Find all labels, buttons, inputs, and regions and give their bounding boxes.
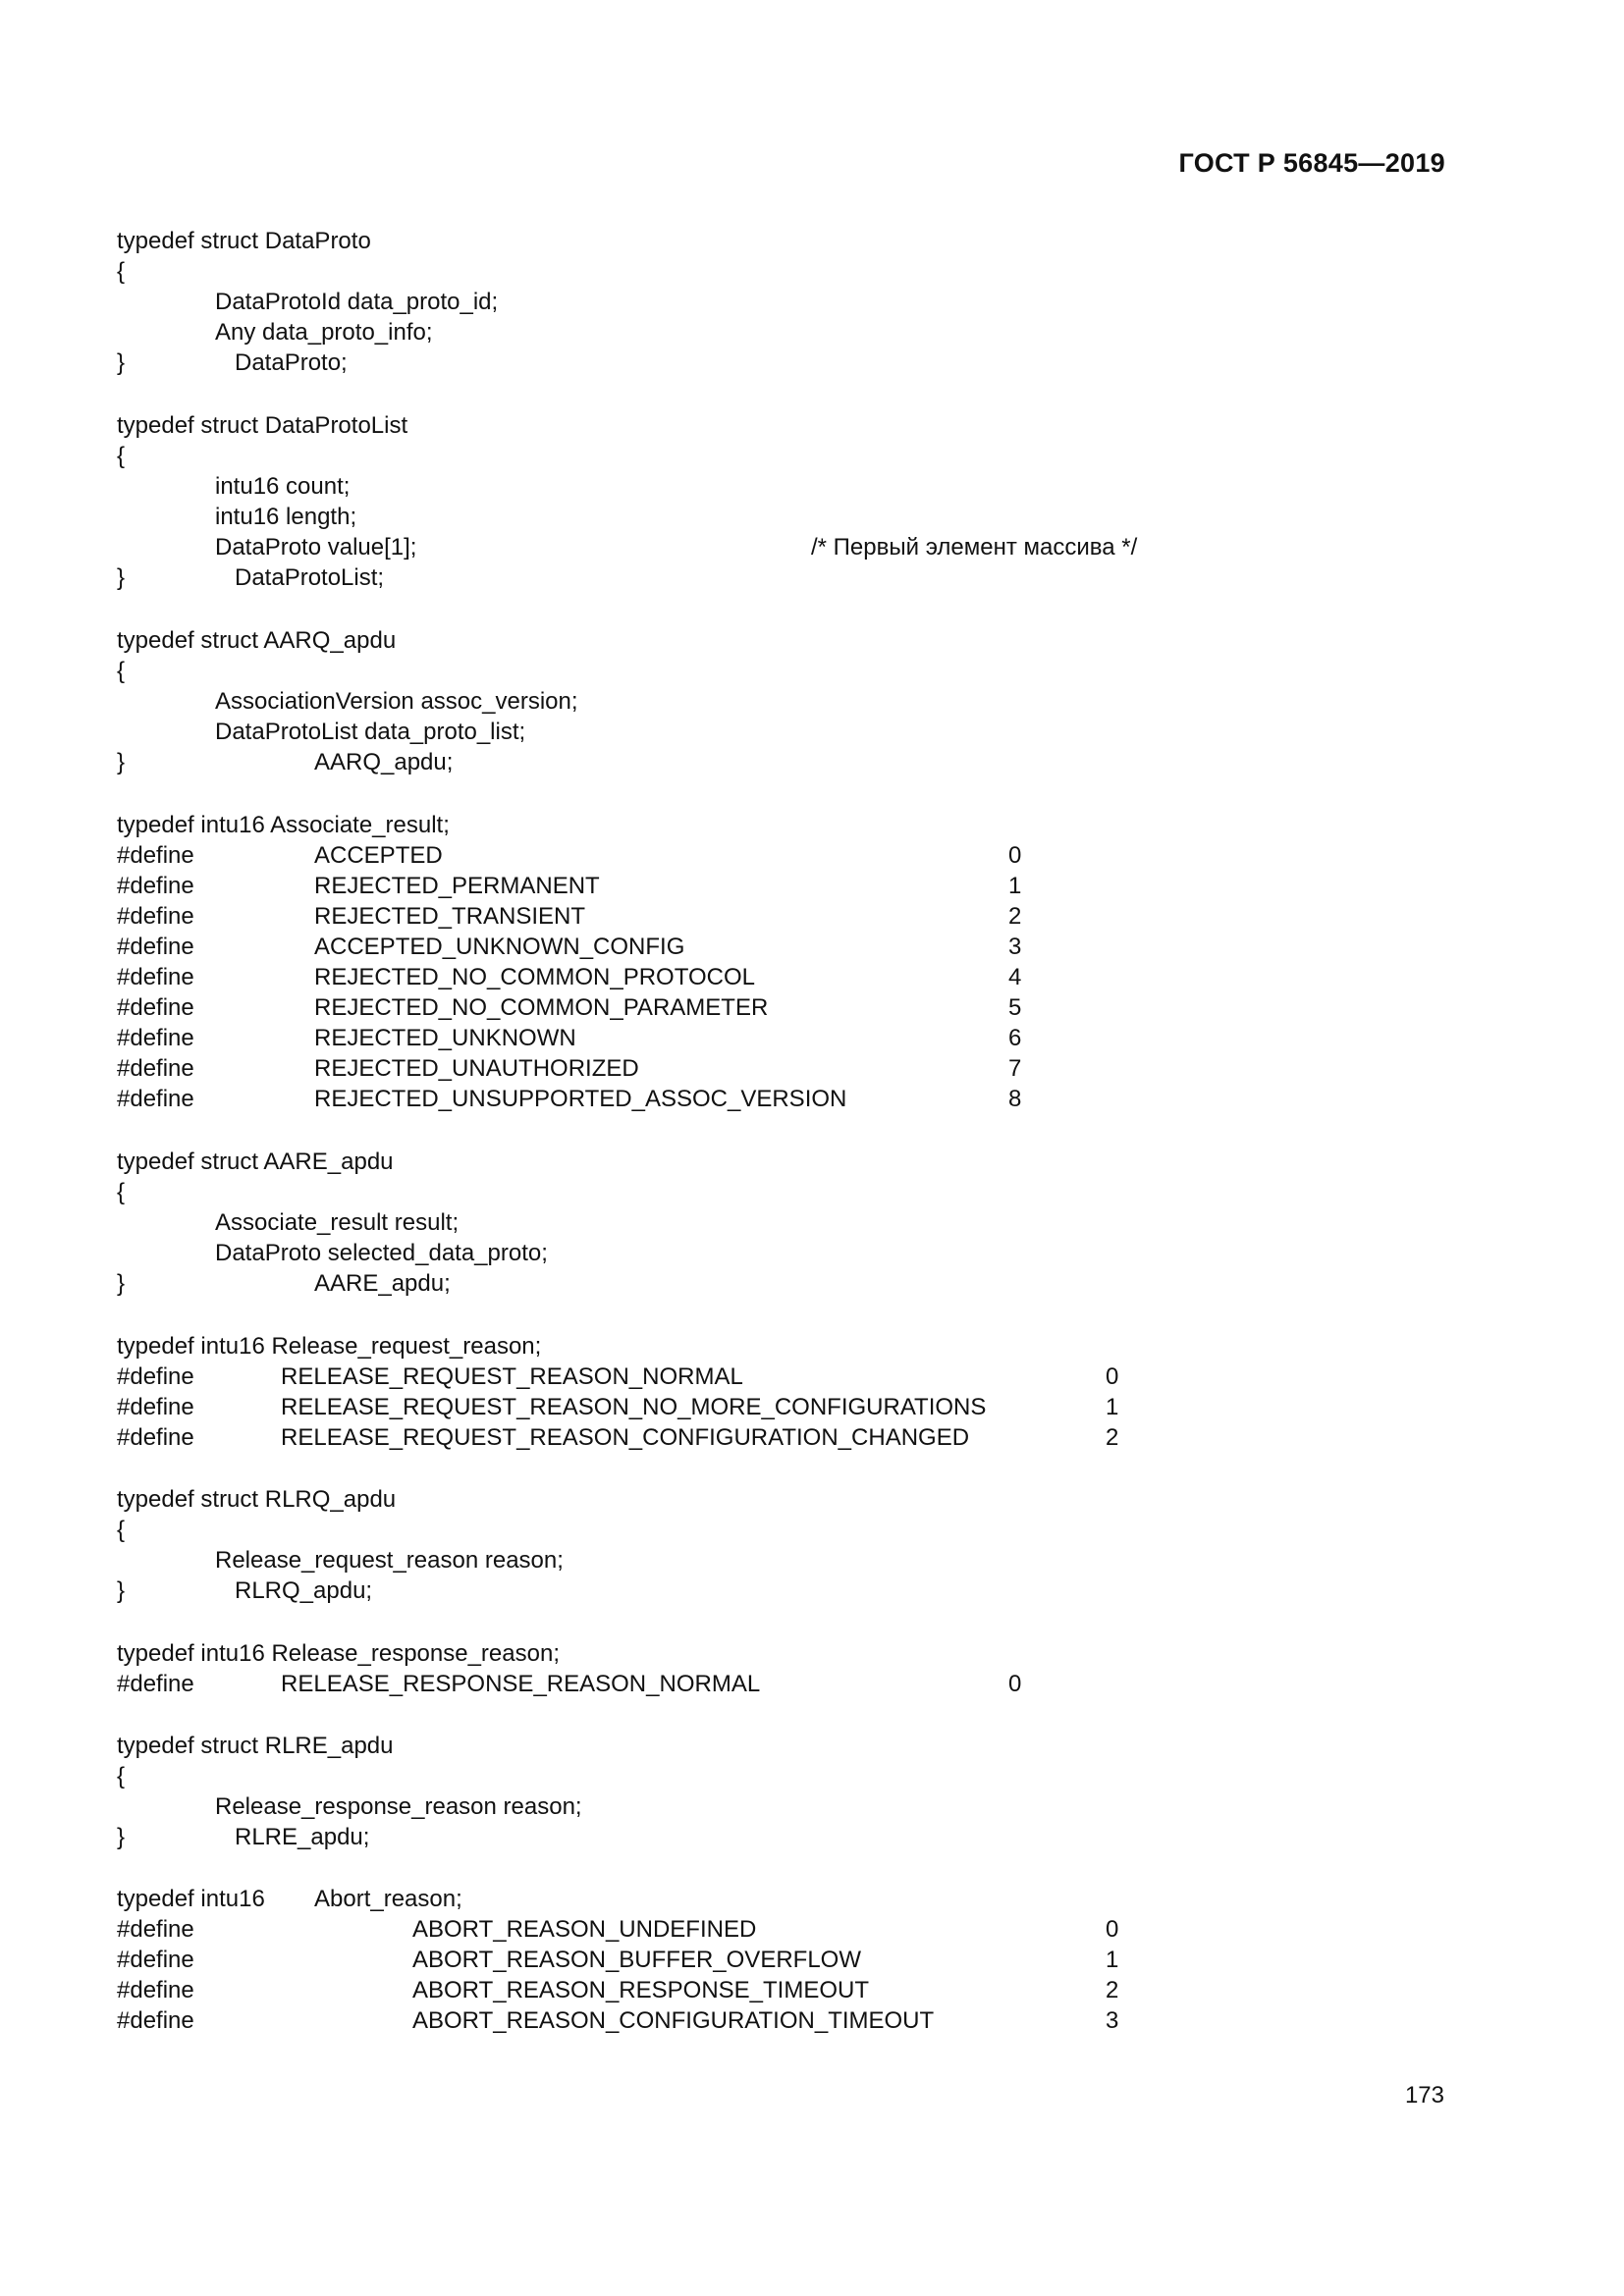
define-value: 0 (1106, 1363, 1119, 1390)
struct-field: DataProtoList data_proto_list; (215, 719, 526, 745)
define-value: 3 (1106, 2007, 1119, 2034)
define-value: 2 (1008, 903, 1022, 930)
define-value: 0 (1008, 1671, 1022, 1697)
define-name: REJECTED_TRANSIENT (314, 903, 586, 930)
define-name: ABORT_REASON_BUFFER_OVERFLOW (412, 1947, 861, 1973)
typedef-dataprotolist: typedef struct DataProtoList (117, 412, 408, 439)
define-keyword: #define (117, 903, 194, 930)
define-value: 1 (1106, 1394, 1119, 1420)
open-brace: { (117, 1763, 126, 1789)
typedef-rlre: typedef struct RLRE_apdu (117, 1733, 394, 1759)
struct-name: AARQ_apdu; (314, 749, 454, 775)
close-brace: } (117, 749, 126, 775)
typedef-keyword: typedef intu16 (117, 1886, 265, 1912)
struct-name: DataProtoList; (235, 564, 385, 591)
define-value: 6 (1008, 1025, 1022, 1051)
struct-field: Associate_result result; (215, 1209, 460, 1236)
struct-field: DataProtoId data_proto_id; (215, 289, 499, 315)
struct-field: Release_request_reason reason; (215, 1547, 564, 1574)
define-value: 1 (1008, 873, 1022, 899)
define-name: ACCEPTED (314, 842, 443, 869)
open-brace: { (117, 258, 126, 285)
struct-field: intu16 length; (215, 504, 357, 530)
define-name: REJECTED_UNAUTHORIZED (314, 1055, 639, 1082)
define-name: RELEASE_REQUEST_REASON_NO_MORE_CONFIGURATIONS (281, 1394, 987, 1420)
struct-field: Any data_proto_info; (215, 319, 433, 346)
define-value: 7 (1008, 1055, 1022, 1082)
define-name: REJECTED_NO_COMMON_PROTOCOL (314, 964, 755, 990)
page-number: 173 (1404, 2082, 1444, 2109)
define-name: ABORT_REASON_RESPONSE_TIMEOUT (412, 1977, 869, 2003)
code-comment: /* Первый элемент массива */ (811, 534, 1138, 561)
struct-field: Release_response_reason reason; (215, 1793, 582, 1820)
define-name: ACCEPTED_UNKNOWN_CONFIG (314, 934, 685, 960)
typedef-abort-reason: Abort_reason; (314, 1886, 462, 1912)
define-keyword: #define (117, 2007, 194, 2034)
struct-field: AssociationVersion assoc_version; (215, 688, 578, 715)
typedef-dataproto: typedef struct DataProto (117, 228, 371, 254)
define-keyword: #define (117, 934, 194, 960)
open-brace: { (117, 658, 126, 684)
struct-name: RLRE_apdu; (235, 1824, 370, 1850)
open-brace: { (117, 1179, 126, 1205)
define-keyword: #define (117, 842, 194, 869)
define-name: RELEASE_RESPONSE_REASON_NORMAL (281, 1671, 761, 1697)
define-keyword: #define (117, 994, 194, 1021)
define-keyword: #define (117, 1916, 194, 1943)
page-header: ГОСТ Р 56845—2019 (1178, 148, 1445, 178)
define-value: 0 (1106, 1916, 1119, 1943)
struct-field: intu16 count; (215, 473, 351, 500)
define-keyword: #define (117, 1947, 194, 1973)
close-brace: } (117, 564, 126, 591)
typedef-rlrq: typedef struct RLRQ_apdu (117, 1486, 397, 1513)
close-brace: } (117, 1824, 126, 1850)
define-keyword: #define (117, 1363, 194, 1390)
define-value: 1 (1106, 1947, 1119, 1973)
define-name: REJECTED_NO_COMMON_PARAMETER (314, 994, 769, 1021)
define-keyword: #define (117, 964, 194, 990)
struct-field: DataProto selected_data_proto; (215, 1240, 548, 1266)
define-name: RELEASE_REQUEST_REASON_CONFIGURATION_CHANGED (281, 1424, 970, 1451)
define-value: 5 (1008, 994, 1022, 1021)
open-brace: { (117, 443, 126, 469)
struct-name: RLRQ_apdu; (235, 1577, 373, 1604)
define-keyword: #define (117, 1025, 194, 1051)
typedef-associate-result: typedef intu16 Associate_result; (117, 812, 450, 838)
define-keyword: #define (117, 1424, 194, 1451)
define-keyword: #define (117, 1977, 194, 2003)
define-value: 2 (1106, 1424, 1119, 1451)
define-name: REJECTED_UNKNOWN (314, 1025, 576, 1051)
define-value: 2 (1106, 1977, 1119, 2003)
typedef-aarq: typedef struct AARQ_apdu (117, 627, 397, 654)
define-keyword: #define (117, 873, 194, 899)
typedef-release-request-reason: typedef intu16 Release_request_reason; (117, 1333, 542, 1360)
define-value: 4 (1008, 964, 1022, 990)
define-keyword: #define (117, 1086, 194, 1112)
struct-field: DataProto value[1]; (215, 534, 417, 561)
close-brace: } (117, 1577, 126, 1604)
define-value: 0 (1008, 842, 1022, 869)
typedef-release-response-reason: typedef intu16 Release_response_reason; (117, 1640, 560, 1667)
define-value: 8 (1008, 1086, 1022, 1112)
define-keyword: #define (117, 1671, 194, 1697)
close-brace: } (117, 1270, 126, 1297)
define-name: ABORT_REASON_UNDEFINED (412, 1916, 757, 1943)
define-name: RELEASE_REQUEST_REASON_NORMAL (281, 1363, 743, 1390)
define-name: REJECTED_PERMANENT (314, 873, 600, 899)
define-value: 3 (1008, 934, 1022, 960)
define-keyword: #define (117, 1394, 194, 1420)
define-name: ABORT_REASON_CONFIGURATION_TIMEOUT (412, 2007, 935, 2034)
open-brace: { (117, 1517, 126, 1543)
typedef-aare: typedef struct AARE_apdu (117, 1148, 394, 1175)
struct-name: DataProto; (235, 349, 348, 376)
define-keyword: #define (117, 1055, 194, 1082)
struct-name: AARE_apdu; (314, 1270, 451, 1297)
define-name: REJECTED_UNSUPPORTED_ASSOC_VERSION (314, 1086, 847, 1112)
close-brace: } (117, 349, 126, 376)
